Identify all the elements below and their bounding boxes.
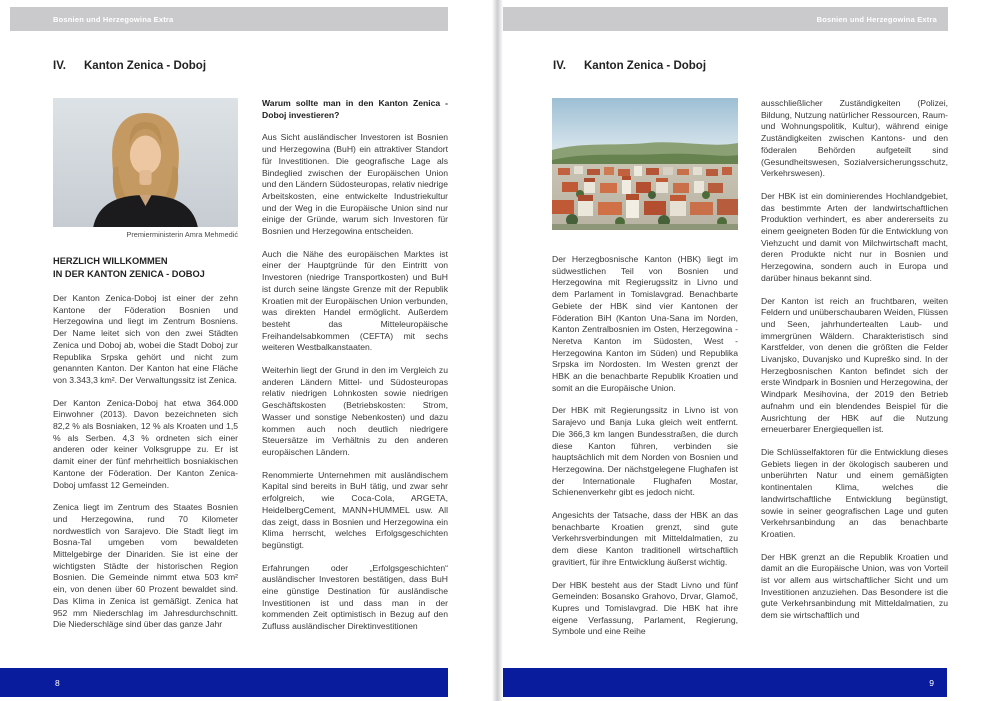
- cityscape-photo-art: [552, 98, 738, 230]
- body-paragraph: Zenica liegt im Zentrum des Staates Bosnien und Herzegowina, rund 70 Kilometer nordwestlich von Sarajevo. Die Stadt liegt im Bosna-Tal umgeben vom bewaldeten Mittelgebirge der Dinariden. Sie ist eine der wichtigsten Städte der historischen Region Bosnien. Die Gemeinde nimmt etwa 503 km² ein, von denen über 60 Prozent bewaldet sind. Das Klima in Zenica ist gemäßigt. Zenica hat 952 mm Niederschlag im Jahresdurchschnitt. Die Niederschläge sind über das ganze Jahr: [53, 502, 238, 630]
- body-paragraph: Angesichts der Tatsache, dass der HBK an das benachbarte Kroatien grenzt, sind gute Verkehrsverbindungen mit Mitteldalmatien, zu dem diese Kanton traditionell wirtschaftlich gravitiert, für ihre Entwicklung äußerst wichtig.: [552, 510, 738, 567]
- body-paragraph: Der HBK mit Regierungssitz in Livno ist von Sarajevo und Banja Luka gleich weit entfernt. Die 366,3 km langen Bundesstraßen, die durch diese Kanton führen, verbinden sie hauptsächlich mit dem Norden von Bosnien und Herzegowina. Der nächstgelegene Flughafen ist der Internationale Flughafen Mostar, Schienenverkehr gibt es jedoch nicht.: [552, 405, 738, 498]
- portrait-photo: [53, 98, 238, 227]
- portrait-photo-art: [53, 98, 238, 227]
- right-page-column-1: [552, 98, 738, 638]
- page-number: 8: [55, 677, 60, 688]
- page-right-header-bar: [503, 7, 948, 31]
- body-paragraph: Weiterhin liegt der Grund in den im Vergleich zu anderen Ländern Mittel- und Südosteuropas relativ niedrigen Lohnkosten sowie niedrigen Geschäftskosten (Betriebskosten: Strom, Wasser und sonstige Nebenkosten) und dazu kommen auch noch deutlich niedrigere Steuersätze im Verhältnis zu den anderen europäischen Ländern.: [262, 365, 448, 457]
- section-title: Kanton Zenica - Doboj: [584, 60, 707, 72]
- page-left-header-bar: [10, 7, 448, 31]
- column-heading: Warum sollte man in den Kanton Zenica - Doboj investieren?: [262, 98, 448, 120]
- section-number: IV.: [553, 60, 567, 72]
- body-paragraph: Der HBK ist ein dominierendes Hochlandgebiet, das bestimmte Arten der landwirtschaftlichen Produktion verhindert, es aber andererseits zu einem geeigneten Boden für die Entwicklung von Viehzucht und damit von Milchwirtschaft macht, deren Produkte nicht nur in Bosnien und Herzegowina, sondern auch in Europa und darüber hinaus bekannt sind.: [761, 190, 948, 283]
- section-number: IV.: [53, 60, 67, 72]
- body-paragraph: Auch die Nähe des europäischen Marktes ist einer der Hauptgründe für den Eintritt von Investoren (niedrige Transportkosten) und BuH ist durch seine längste Grenze mit der Republik Kroatien mit der Europäischen Union verbunden, was direkten Handel ermöglicht. Außerdem besteht das Mitteleuropäische Freihandelsabkommen (CEFTA) mit sechs weiteren Westbalkanstaaten.: [262, 248, 448, 353]
- body-paragraph: Erfahrungen oder „Erfolgsgeschichten“ ausländischer Investoren bestätigen, dass BuH eine günstige Destination für ausländische Investitionen ist und dass man in der kommenden Zeit optimistisch in Bezug auf den Zufluss ausländischer Direktinvestitionen: [262, 562, 448, 632]
- body-paragraph: Der HBK besteht aus der Stadt Livno und fünf Gemeinden: Bosansko Grahovo, Drvar, Glamoč, Kupres und Tomislavgrad. Die HBK hat ihre eigene Verfassung, Parlament, Regierung, Symbole und eine Reihe: [552, 579, 738, 637]
- body-paragraph: Der Kanton Zenica-Doboj ist einer der zehn Kantone der Föderation Bosnien und Herzegowina und liegt im Zentrum Bosniens. Der Name leitet sich von den zwei Städten Zenica und Doboj ab, wobei die Stadt Doboj zur Republika Srpska gehört und nicht zum genannten Kanton. Der Kanton hat eine Fläche von 3.343,3 km². Der Verwaltungssitz ist Zenica.: [53, 293, 238, 385]
- page-left-footer-bar: [0, 668, 448, 697]
- body-paragraph: Der HBK grenzt an die Republik Kroatien und damit an die Europäische Union, was von Vorteil ist vor allem aus wirtschaftlicher Sicht und um Investitionen anzuziehen. Das Besondere ist die gute Verkehrsanbindung mit Mitteldalmatien, zu dem sie wirtschaftlich und: [761, 551, 948, 621]
- left-page-column-1: [53, 98, 238, 631]
- body-paragraph: Aus Sicht ausländischer Investoren ist Bosnien und Herzegowina (BuH) ein attraktiver Standort für Investitionen. Die geografische Lage als Bindeglied zwischen der Europäischen Union und den Ländern Südosteuropas, relativ niedrige Arbeitskosten, eine entwickelte Industriekultur und der Weg in die Europäische Union sind nur einige der Gründe, warum sich Investoren für Bosnien und Herzegowina entscheiden.: [262, 132, 448, 237]
- left-page-column-2: [262, 98, 448, 633]
- page-number: 9: [929, 677, 934, 688]
- page-right-footer-bar: [503, 668, 947, 697]
- right-page-column-2: [761, 98, 948, 622]
- welcome-heading-line-2: IN DER KANTON ZENICA - DOBOJ: [53, 269, 205, 279]
- body-paragraph: Renommierte Unternehmen mit ausländischem Kapital sind bereits in BuH tätig, und zwar sehr erfolgreich, wie Coca-Cola, ARGETA, HeidelbergCement, MANN+HUMMEL usw. All das zeigt, dass in Bosnien und Herzegowina ein Klima herrscht, welches Erfolgsgeschichten begünstigt.: [262, 469, 448, 550]
- header-label: Bosnien und Herzegowina Extra: [53, 14, 174, 24]
- page-gutter-shadow: [492, 0, 503, 701]
- cityscape-photo: [552, 98, 738, 230]
- welcome-heading: [53, 255, 238, 281]
- section-heading-left: [53, 60, 206, 72]
- section-title: Kanton Zenica - Doboj: [84, 60, 207, 72]
- body-paragraph: Der Kanton Zenica-Doboj hat etwa 364.000 Einwohner (2013). Davon bezeichneten sich 82,2 % als Bosniaken, 12 % als Kroaten und 1,5 % als Serben. 4,3 % ordneten sich einer anderen oder keiner Volksgruppe zu. Er ist damit einer der fünf mehrheitlich bosniakischen Kantone der Föderation. Der Kanton Zenica-Doboj umfasst 12 Gemeinden.: [53, 397, 238, 490]
- body-paragraph: Die Schlüsselfaktoren für die Entwicklung dieses Gebiets liegen in der ökologisch sauberen und unberührten Natur und einem gemäßigten kontinentalen Klima, welches die landwirtschaftliche Entwicklung begünstigt, sowie in seiner geografischen Lage und guten Verkehrsanbindung an das benachbarte Kroatien.: [761, 446, 948, 539]
- portrait-caption: Premierministerin Amra Mehmedić: [126, 230, 238, 239]
- header-label: Bosnien und Herzegowina Extra: [816, 14, 937, 24]
- body-paragraph: ausschließlicher Zuständigkeiten (Polizei, Bildung, Nutzung natürlicher Ressourcen, Raum- und Wohnungspolitik, Kultur), während einige Zuständigkeiten zwischen Kantons- und den föderalen Behörden aufgeteilt sind (Gesundheitswesen, Sozialversicherungsschutz, Verkehrswesen).: [761, 98, 948, 179]
- body-paragraph: Der Herzegbosnische Kanton (HBK) liegt im südwestlichen Teil von Bosnien und Herzegowina mit Regierugssitz in Livno und dem Parlament in Tomislavgrad. Benachbarte Gebiete der HBK sind vier Kantonen der Föderation BiH (Kanton Una-Sana im Norden, Kanton Zentralbosnien im Osten, Herzegowina -Neretva Kanton im Südosten, West -Herzegowina Kanton im Süden) und Republika Srpska im Nordosten. Im Westen grenzt der HBK an die benachbarte Republik Kroatien und somit an die Europäische Union.: [552, 254, 738, 393]
- body-paragraph: Der Kanton ist reich an fruchtbaren, weiten Feldern und unüberschaubaren Weiden, Flüssen und Seen, jahrhundertealten Laub- und immergrünen Wäldern. Charakteristisch sind Karstfelder, von denen die größten die Felder Livanjsko, Duvanjsko und Kupreško sind. In der Herzegbosnischen Kanton befindet sich der erste Windpark in Bosnien und Herzegowina, der Windpark Mesihovina, der 2019 den Betrieb aufnahm und ein blendendes Beispiel für die Ausrichtung der HBK auf die Nutzung erneuerbarer Energiequellen ist.: [761, 295, 948, 435]
- welcome-heading-line-1: HERZLICH WILLKOMMEN: [53, 256, 168, 266]
- section-heading-right: [553, 60, 706, 72]
